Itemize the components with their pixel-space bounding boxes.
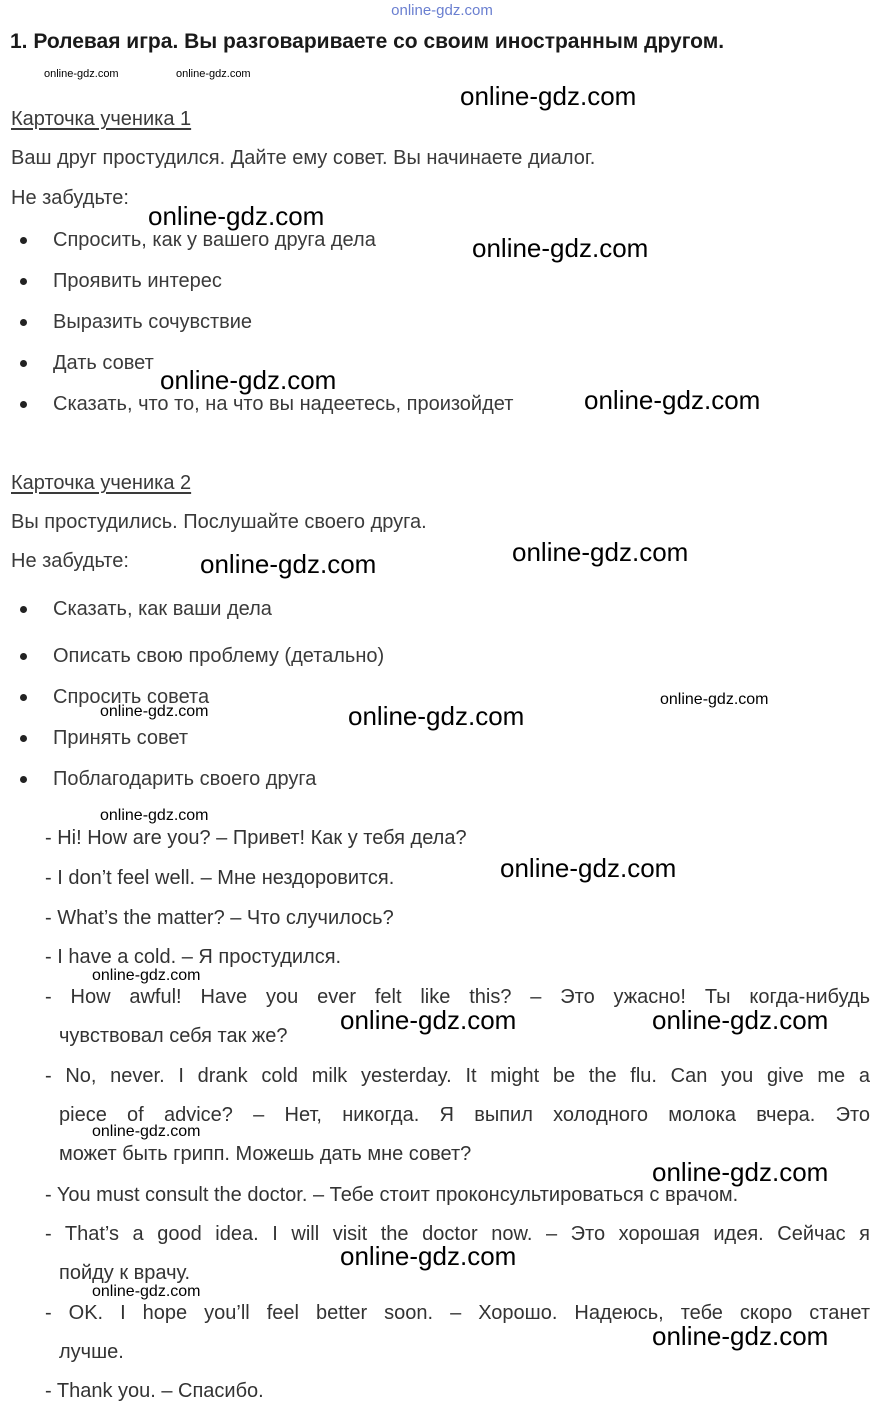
- watermark: online-gdz.com: [340, 1241, 517, 1271]
- watermark: online-gdz.com: [100, 807, 209, 824]
- card1-title: Карточка ученика 1: [11, 108, 192, 130]
- watermark: online-gdz.com: [460, 81, 637, 111]
- dialogue-line: - I have a cold. – Я простудился.: [45, 946, 342, 968]
- dialogue-line: - No, never. I drank cold milk yesterday. It might be the flu. Can you give me a: [45, 1065, 870, 1087]
- watermark: online-gdz.com: [148, 201, 325, 231]
- watermark: online-gdz.com: [92, 1123, 201, 1140]
- card1-item: Проявить интерес: [53, 270, 222, 292]
- dialogue-line: может быть грипп. Можешь дать мне совет?: [59, 1143, 472, 1165]
- watermark: online-gdz.com: [660, 691, 769, 708]
- bullet-dot: [18, 358, 30, 370]
- top-watermark: online-gdz.com: [391, 2, 493, 19]
- dialogue-line: - That’s a good idea. I will visit the doctor now. – Это хорошая идея. Сейчас я: [45, 1223, 870, 1245]
- watermark: online-gdz.com: [92, 967, 201, 984]
- watermark: online-gdz.com: [160, 365, 337, 395]
- bullet-dot: [18, 651, 30, 663]
- card2-item: Принять совет: [53, 727, 189, 749]
- dialogue-line: - I don’t feel well. – Мне нездоровится.: [45, 867, 395, 889]
- bullet-dot: [18, 692, 30, 704]
- watermark: online-gdz.com: [348, 701, 525, 731]
- bullet-dot: [18, 235, 30, 247]
- watermark: online-gdz.com: [340, 1005, 517, 1035]
- watermark: online-gdz.com: [200, 549, 377, 579]
- card2-item: Описать свою проблему (детально): [53, 645, 385, 667]
- watermark: online-gdz.com: [500, 853, 677, 883]
- card1-item: Сказать, что то, на что вы надеетесь, произойдет: [53, 393, 514, 415]
- watermark: online-gdz.com: [92, 1283, 201, 1300]
- card2-item: Поблагодарить своего друга: [53, 768, 317, 790]
- card2-intro: Вы простудились. Послушайте своего друга.: [11, 511, 427, 533]
- dialogue-line: - You must consult the doctor. – Тебе стоит проконсультироваться с врачом.: [45, 1184, 739, 1206]
- card1-remember-label: Не забудьте:: [11, 187, 129, 209]
- card1-item: Дать совет: [53, 352, 154, 374]
- bullet-dot: [18, 604, 30, 616]
- watermark: online-gdz.com: [652, 1157, 829, 1187]
- card1-intro: Ваш друг простудился. Дайте ему совет. Вы начинаете диалог.: [11, 147, 596, 169]
- dialogue-line: чувствовал себя так же?: [59, 1025, 288, 1047]
- card2-title: Карточка ученика 2: [11, 472, 192, 494]
- watermark: online-gdz.com: [44, 68, 119, 80]
- dialogue-line: - OK. I hope you’ll feel better soon. – Хорошо. Надеюсь, тебе скоро станет: [45, 1302, 870, 1324]
- dialogue-line: piece of advice? – Нет, никогда. Я выпил холодного молока вчера. Это: [59, 1104, 870, 1126]
- watermark: online-gdz.com: [652, 1005, 829, 1035]
- exercise-heading: 1. Ролевая игра. Вы разговариваете со своим иностранным другом.: [10, 30, 725, 53]
- dialogue-line: пойду к врачу.: [59, 1262, 191, 1284]
- dialogue-line: - Thank you. – Спасибо.: [45, 1380, 264, 1402]
- card2-item: Сказать, как ваши дела: [53, 598, 272, 620]
- bullet-dot: [18, 317, 30, 329]
- watermark: online-gdz.com: [472, 233, 649, 263]
- watermark: online-gdz.com: [652, 1321, 829, 1351]
- dialogue-line: - How awful! Have you ever felt like this? – Это ужасно! Ты когда-нибудь: [45, 986, 870, 1008]
- watermark: online-gdz.com: [176, 68, 251, 80]
- watermark: online-gdz.com: [100, 703, 209, 720]
- bullet-dot: [18, 399, 30, 411]
- card2-remember-label: Не забудьте:: [11, 550, 129, 572]
- card1-item: Спросить, как у вашего друга дела: [53, 229, 376, 251]
- card1-item: Выразить сочувствие: [53, 311, 253, 333]
- bullet-dot: [18, 733, 30, 745]
- watermark: online-gdz.com: [584, 385, 761, 415]
- card2-item: Спросить совета: [53, 686, 210, 708]
- bullet-dot: [18, 276, 30, 288]
- dialogue-line: - What’s the matter? – Что случилось?: [45, 907, 394, 929]
- dialogue-line: лучше.: [59, 1341, 124, 1363]
- dialogue-line: - Hi! How are you? – Привет! Как у тебя дела?: [45, 827, 467, 849]
- watermark: online-gdz.com: [512, 537, 689, 567]
- bullet-dot: [18, 774, 30, 786]
